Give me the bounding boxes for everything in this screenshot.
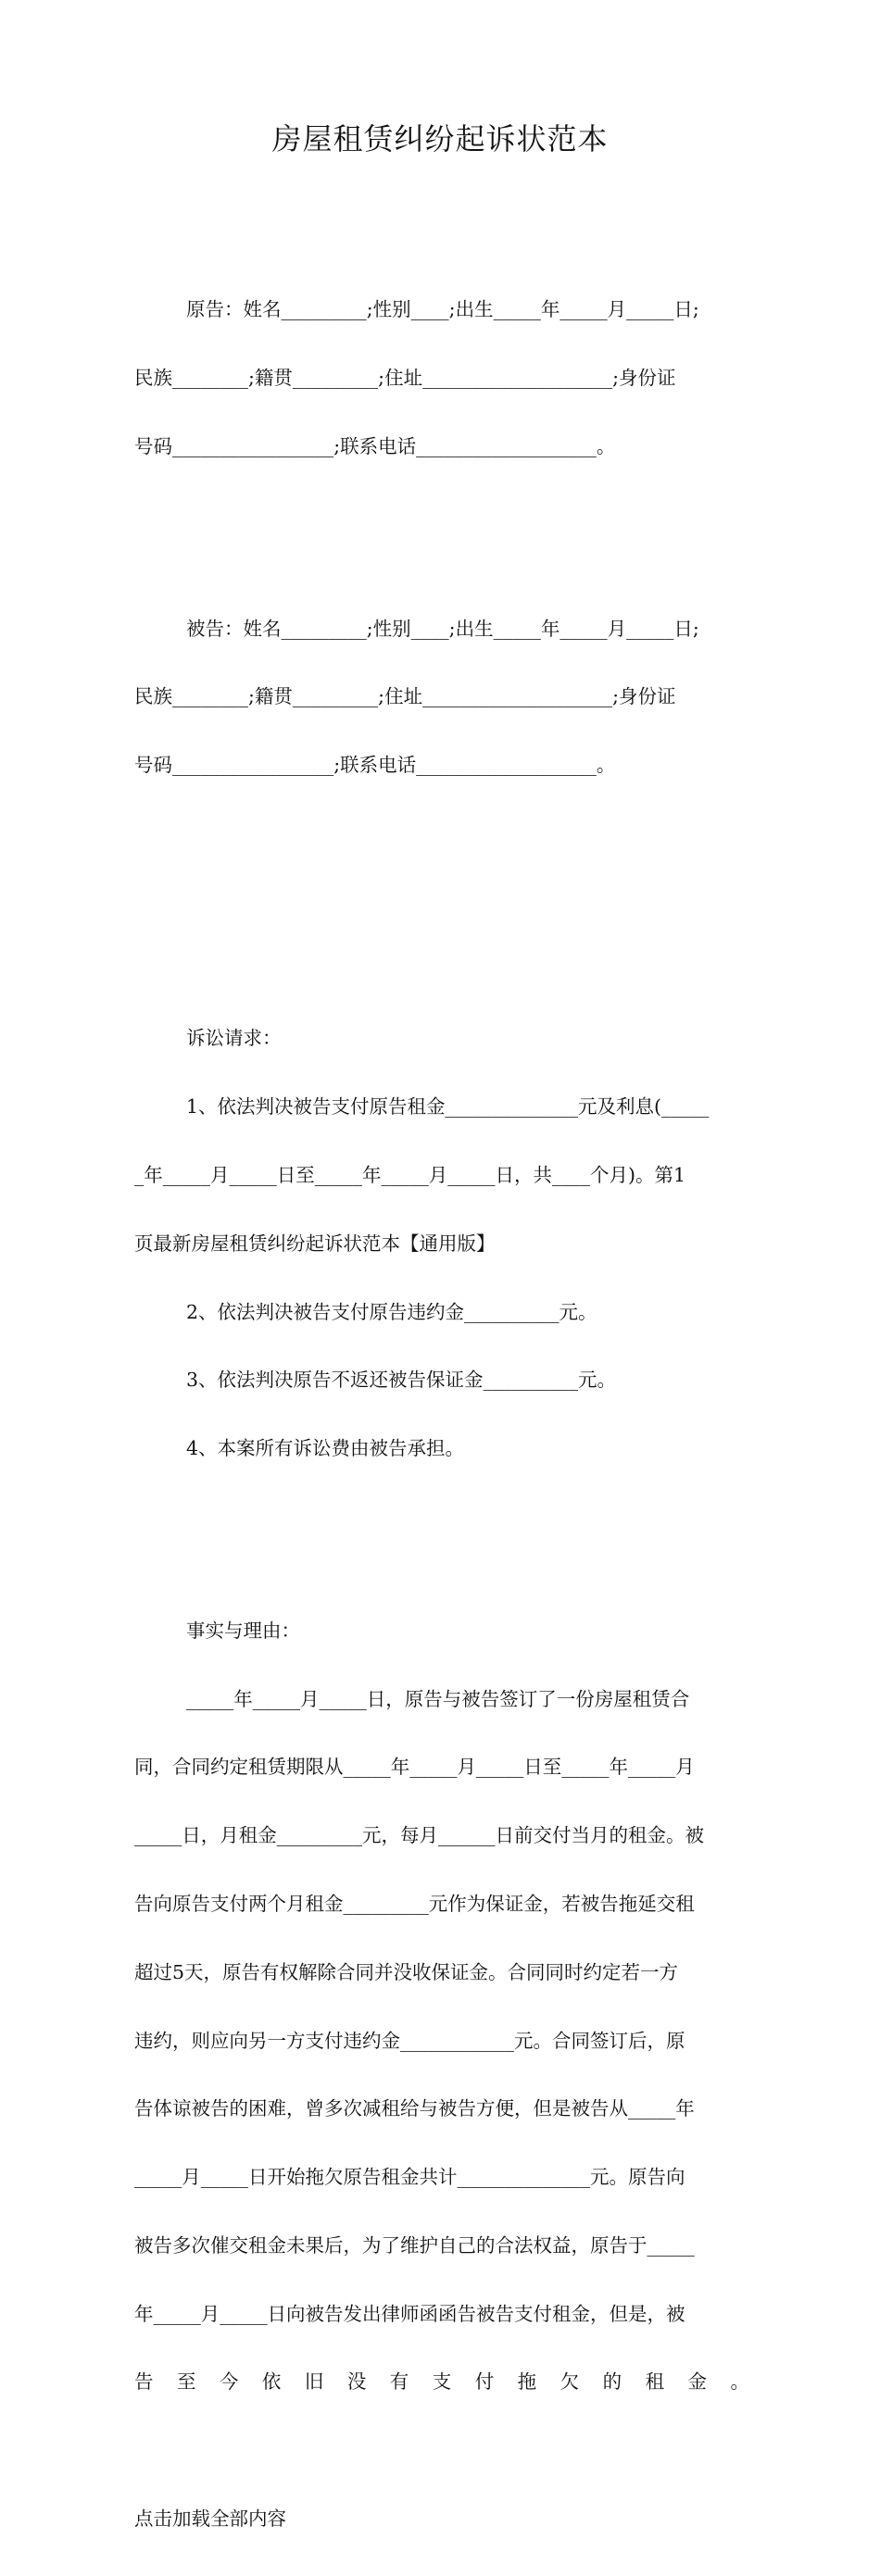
facts-line-11: 告至今依旧没有支付拖欠的租金。 <box>134 2370 749 2394</box>
claim-item-1-line-2: _年_____月_____日至_____年_____月_____日，共____个月)。第1 <box>134 1163 686 1186</box>
facts-line-7: 告体谅被告的困难，曾多次减租给与被告方便，但是被告从_____年 <box>134 2097 695 2120</box>
facts-line-2: 同，合同约定租赁期限从_____年_____月_____日至_____年_____月 <box>134 1756 695 1779</box>
claims-section <box>134 982 749 1506</box>
document-title: 房屋租赁纠纷起诉状范本 <box>271 121 609 156</box>
section-gap <box>134 891 749 914</box>
facts-heading: 事实与理由： <box>186 1619 300 1642</box>
facts-line-10: 年_____月_____日向被告发出律师函函告被告支付租金，但是，被 <box>134 2302 685 2325</box>
facts-section <box>134 1574 749 2440</box>
facts-line-3: _____日，月租金_________元，每月______日前交付当月的租金。被 <box>134 1824 704 1847</box>
facts-line-6: 违约，则应向另一方支付违约金____________元。合同签订后，原 <box>134 2029 685 2052</box>
plaintiff-line-1: 原告：姓名_________;性别____;出生_____年_____月_____日; <box>186 298 699 321</box>
plaintiff-line-3: 号码_________________;联系电话___________________。 <box>134 434 616 457</box>
claim-item-1-line-3: 页最新房屋租赁纠纷起诉状范本【通用版】 <box>134 1232 496 1255</box>
facts-line-9: 被告多次催交租金未果后，为了维护自己的合法权益，原告于_____ <box>134 2233 695 2257</box>
plaintiff-line-2: 民族________;籍贯_________;住址____________________;身份证 <box>134 367 676 390</box>
facts-line-1: _____年_____月_____日，原告与被告签订了一份房屋租赁合 <box>186 1687 690 1710</box>
defendant-line-1: 被告：姓名_________;性别____;出生_____年_____月_____日; <box>186 617 699 640</box>
claim-item-1-line-1: 1、依法判决被告支付原告租金______________元及利息(_____ <box>186 1095 710 1119</box>
facts-line-5: 超过5天，原告有权解除合同并没收保证金。合同同时约定若一方 <box>134 1960 679 1983</box>
load-more-link[interactable]: 点击加载全部内容 <box>134 2507 286 2530</box>
claim-item-4: 4、本案所有诉讼费由被告承担。 <box>186 1437 465 1460</box>
claim-item-3: 3、依法判决原告不返还被告保证金__________元。 <box>186 1369 617 1392</box>
claims-heading: 诉讼请求： <box>186 1027 282 1050</box>
facts-line-4: 告向原告支付两个月租金_________元作为保证金，若被告拖延交租 <box>134 1892 695 1915</box>
defendant-section <box>134 572 749 823</box>
defendant-line-2: 民族________;籍贯_________;住址____________________;身份证 <box>134 685 676 708</box>
defendant-line-3: 号码_________________;联系电话___________________。 <box>134 754 616 777</box>
plaintiff-section <box>134 253 749 504</box>
document-body <box>134 207 749 2576</box>
facts-line-8: _____月_____日开始拖欠原告租金共计______________元。原告向 <box>134 2166 685 2189</box>
claim-item-2: 2、依法判决被告支付原告违约金__________元。 <box>186 1300 597 1323</box>
